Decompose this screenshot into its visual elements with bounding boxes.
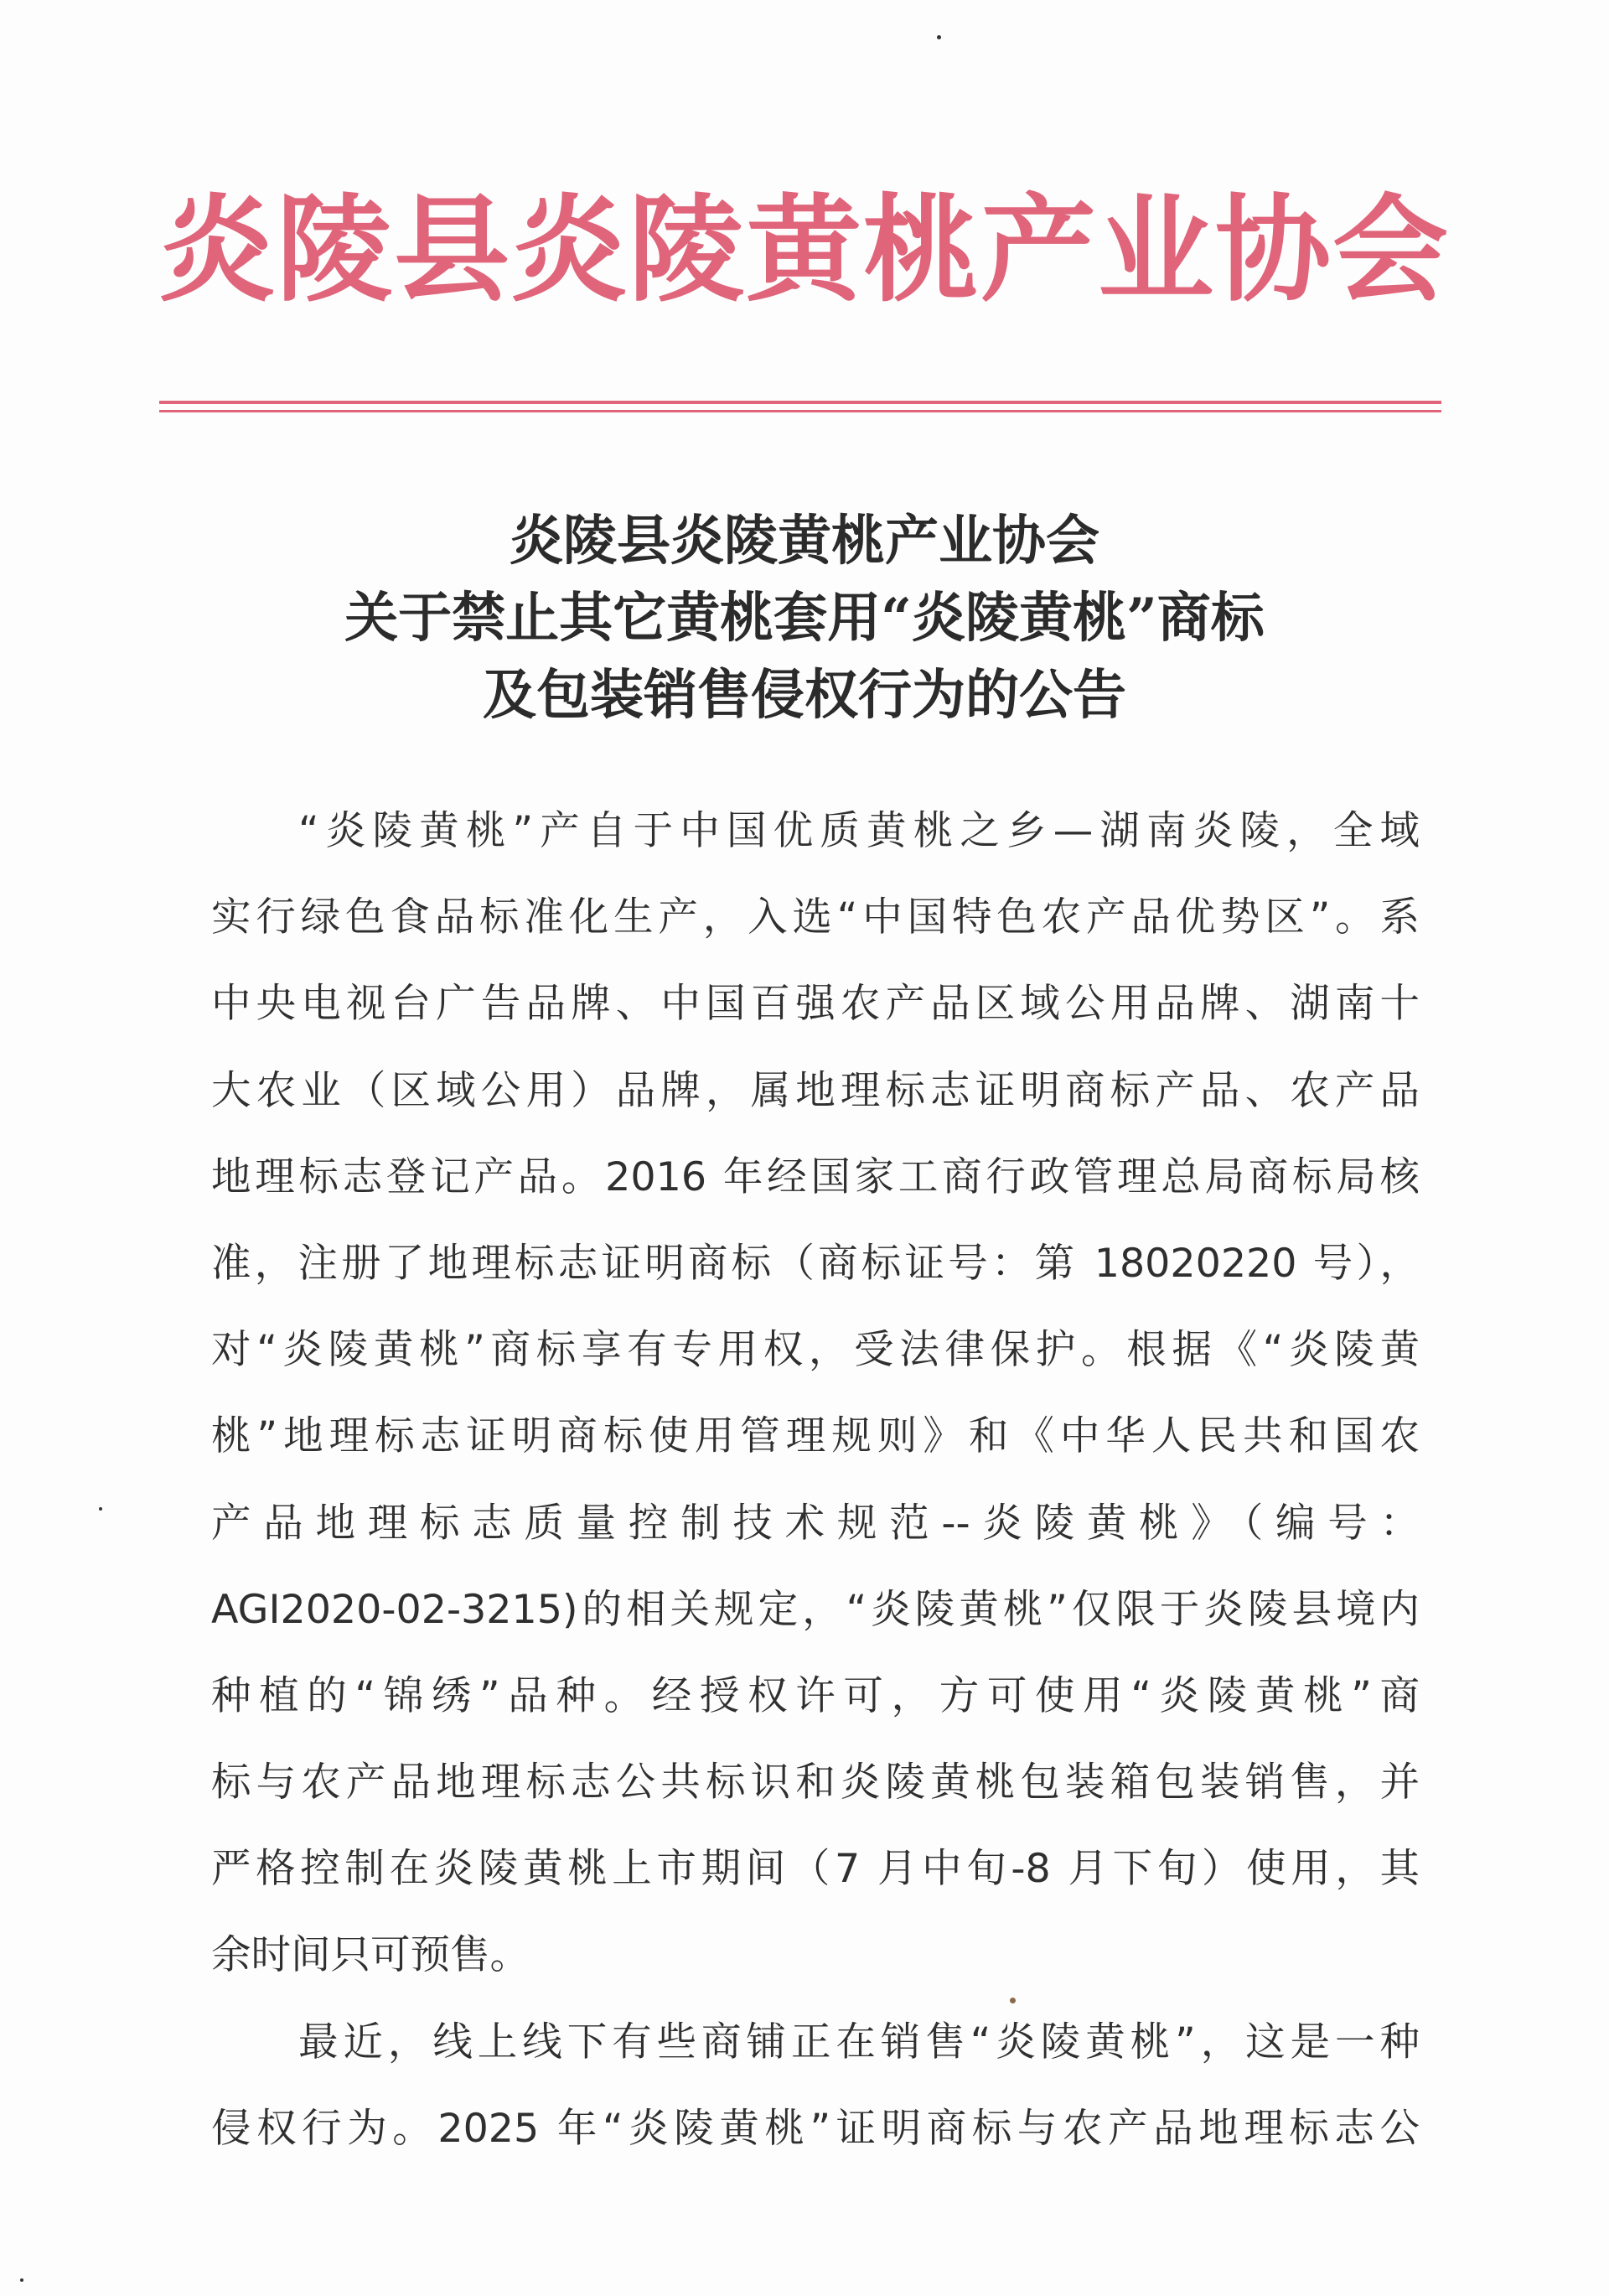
body-line: 侵权行为。2025 年“炎陵黄桃”证明商标与农产品地理标志公 [211, 2105, 1420, 2152]
body-line: 产品地理标志质量控制技术规范--炎陵黄桃》（编号： [211, 1500, 1420, 1547]
body-line: 对“炎陵黄桃”商标享有专用权，受法律保护。根据《“炎陵黄 [211, 1327, 1420, 1374]
notice-title [0, 503, 1609, 734]
letterhead-rule-thin [159, 410, 1441, 412]
body-line: 大农业（区域公用）品牌，属地理标志证明商标产品、农产品 [211, 1067, 1420, 1114]
body-line: 实行绿色食品标准化生产，入选“中国特色农产品优势区”。系 [211, 894, 1420, 941]
body-line: 桃”地理标志证明商标使用管理规则》和《中华人民共和国农 [211, 1413, 1420, 1460]
body-line: 最近，线上线下有些商铺正在销售“炎陵黄桃”，这是一种 [298, 2019, 1420, 2065]
notice-body [211, 788, 1420, 2172]
body-line: 地理标志登记产品。2016 年经国家工商行政管理总局商标局核 [211, 1153, 1420, 1200]
body-line: 严格控制在炎陵黄桃上市期间（7 月中旬-8 月下旬）使用，其 [211, 1846, 1420, 1893]
body-line: 中央电视台广告品牌、中国百强农产品区域公用品牌、湖南十 [211, 981, 1420, 1028]
body-line: 准，注册了地理标志证明商标（商标证号：第 18020220 号）， [211, 1240, 1420, 1287]
scan-speck [20, 2278, 23, 2282]
body-line: 标与农产品地理标志公共标识和炎陵黄桃包装箱包装销售，并 [211, 1760, 1420, 1806]
body-line: 种植的“锦绣”品种。经授权许可，方可使用“炎陵黄桃”商 [211, 1672, 1420, 1719]
body-line: “炎陵黄桃”产自于中国优质黄桃之乡—湖南炎陵，全域 [298, 808, 1420, 854]
notice-title-line: 关于禁止其它黄桃套用“炎陵黄桃”商标 [344, 587, 1265, 650]
notice-title-line: 及包装销售侵权行为的公告 [483, 664, 1126, 727]
letterhead-org-name: 炎陵县炎陵黄桃产业协会 [158, 183, 1450, 318]
body-line: AGI2020-02-3215)的相关规定，“炎陵黄桃”仅限于炎陵县境内 [211, 1586, 1420, 1633]
letterhead-rule-thick [159, 401, 1441, 404]
scan-speck [937, 35, 941, 39]
scan-speck [99, 1507, 102, 1511]
body-line: 余时间只可预售。 [211, 1932, 530, 1979]
notice-title-line: 炎陵县炎陵黄桃产业协会 [510, 510, 1099, 573]
